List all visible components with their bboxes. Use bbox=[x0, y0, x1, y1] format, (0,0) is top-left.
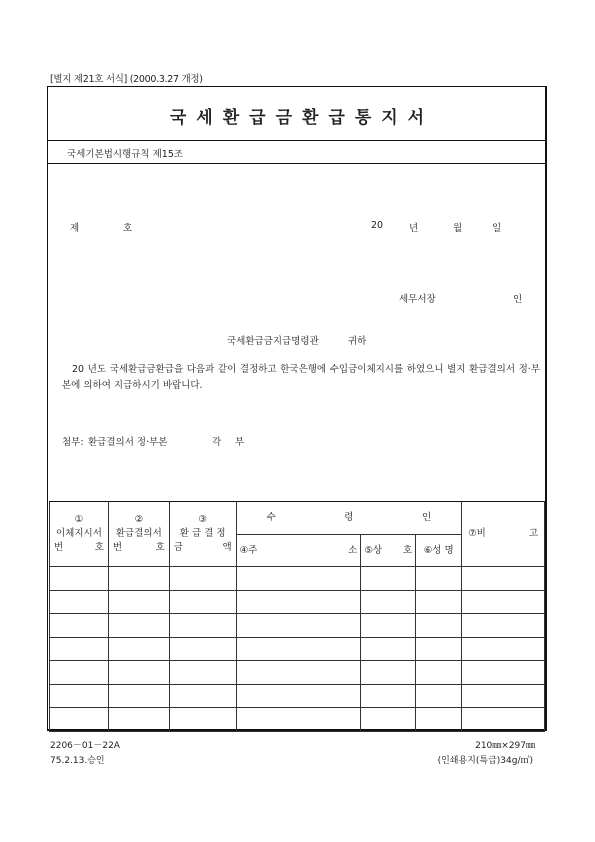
table-body bbox=[50, 567, 545, 732]
col2-line1: 환급결의서 bbox=[115, 528, 162, 539]
table-cell[interactable] bbox=[416, 708, 462, 732]
table-row bbox=[50, 708, 545, 732]
paper-size: 210㎜×297㎜ bbox=[475, 741, 535, 751]
table-cell[interactable] bbox=[169, 708, 236, 732]
table-cell[interactable] bbox=[236, 590, 361, 614]
table-cell[interactable] bbox=[236, 567, 361, 591]
table-cell[interactable] bbox=[236, 661, 361, 685]
col3-line1: 환 급 결 정 bbox=[179, 528, 226, 539]
tax-office-name: 세무서장 bbox=[399, 294, 436, 305]
number-label-je: 제 bbox=[70, 223, 80, 234]
col-address bbox=[236, 535, 361, 567]
col6-label: ⑥성 명 bbox=[423, 544, 454, 556]
table-cell[interactable] bbox=[169, 637, 236, 661]
recipient-honorific: 귀하 bbox=[348, 336, 367, 347]
table-cell[interactable] bbox=[50, 637, 109, 661]
col3-line2b: 액 bbox=[222, 542, 232, 553]
col2-num: ② bbox=[134, 514, 144, 525]
form-header: [별지 제21호 서식] (2000.3.27 개정) bbox=[50, 74, 203, 85]
recipient-group-header bbox=[236, 502, 462, 535]
paper-spec: (인쇄용지(특급)34g/㎡) bbox=[437, 756, 533, 766]
col5-label-b: 호 bbox=[403, 544, 413, 556]
year-label: 년 bbox=[409, 223, 419, 234]
table-cell[interactable] bbox=[50, 684, 109, 708]
table-row bbox=[50, 684, 545, 708]
col1-line2b: 호 bbox=[94, 542, 104, 553]
table-cell[interactable] bbox=[108, 708, 169, 732]
table-cell[interactable] bbox=[108, 637, 169, 661]
table-cell[interactable] bbox=[361, 708, 416, 732]
seal-mark: 인 bbox=[513, 294, 523, 305]
table-cell[interactable] bbox=[108, 567, 169, 591]
table-cell[interactable] bbox=[236, 684, 361, 708]
table-row bbox=[50, 637, 545, 661]
col5-label-a: ⑤상 bbox=[364, 544, 383, 556]
table-cell[interactable] bbox=[50, 661, 109, 685]
table-cell[interactable] bbox=[361, 614, 416, 638]
col-refund-amount bbox=[169, 502, 236, 567]
recipient-group-c3: 인 bbox=[421, 512, 432, 523]
table-cell[interactable] bbox=[416, 614, 462, 638]
col4-label-b: 소 bbox=[348, 544, 358, 556]
table-cell[interactable] bbox=[169, 614, 236, 638]
table-cell[interactable] bbox=[462, 590, 545, 614]
year-prefix: 20 bbox=[371, 220, 384, 231]
number-label-ho: 호 bbox=[123, 223, 133, 234]
col2-line2b: 호 bbox=[155, 542, 165, 553]
col2-line2a: 번 bbox=[112, 542, 123, 553]
refund-table bbox=[49, 501, 545, 732]
table-cell[interactable] bbox=[108, 684, 169, 708]
table-cell[interactable] bbox=[169, 590, 236, 614]
legal-basis-row bbox=[47, 141, 547, 164]
col4-label-a: ④주 bbox=[239, 544, 258, 556]
table-row bbox=[50, 614, 545, 638]
col1-line1: 이체지시서 bbox=[56, 528, 102, 539]
table-row bbox=[50, 661, 545, 685]
table-cell[interactable] bbox=[169, 661, 236, 685]
month-label: 월 bbox=[453, 223, 463, 234]
table-cell[interactable] bbox=[361, 661, 416, 685]
table-cell[interactable] bbox=[462, 708, 545, 732]
col1-line2a: 번 bbox=[54, 542, 64, 553]
table-cell[interactable] bbox=[236, 637, 361, 661]
table-row bbox=[50, 567, 545, 591]
table-cell[interactable] bbox=[108, 590, 169, 614]
col-refund-resolution-number bbox=[108, 502, 169, 567]
attachment-each: 각 bbox=[212, 437, 222, 448]
table-cell[interactable] bbox=[462, 661, 545, 685]
col7-label-b: 고 bbox=[528, 528, 538, 539]
table-cell[interactable] bbox=[361, 684, 416, 708]
attachment-label: 첨부: bbox=[62, 437, 84, 448]
table-row bbox=[50, 590, 545, 614]
col1-num: ① bbox=[74, 514, 84, 525]
attachment-unit: 부 bbox=[235, 437, 245, 448]
table-cell[interactable] bbox=[361, 637, 416, 661]
recipient-group-c2: 령 bbox=[344, 512, 354, 523]
table-cell[interactable] bbox=[361, 590, 416, 614]
table-cell[interactable] bbox=[462, 684, 545, 708]
col-business-name bbox=[361, 535, 416, 567]
col-remarks bbox=[462, 502, 545, 567]
col3-line2a: 금 bbox=[173, 542, 183, 553]
table-cell[interactable] bbox=[416, 684, 462, 708]
form-code: 2206－01－22A bbox=[50, 741, 120, 751]
table-cell[interactable] bbox=[50, 567, 109, 591]
recipient-group-c1: 수 bbox=[266, 512, 276, 523]
table-cell[interactable] bbox=[462, 567, 545, 591]
table-cell[interactable] bbox=[416, 661, 462, 685]
table-cell[interactable] bbox=[50, 614, 109, 638]
table-cell[interactable] bbox=[416, 637, 462, 661]
table-cell[interactable] bbox=[361, 567, 416, 591]
col7-label-a: ⑦비 bbox=[468, 528, 486, 539]
table-cell[interactable] bbox=[416, 590, 462, 614]
table-cell[interactable] bbox=[108, 614, 169, 638]
col-name bbox=[416, 535, 462, 567]
recipient-name: 국세환급금지급명령관 bbox=[227, 336, 319, 347]
table-cell[interactable] bbox=[236, 708, 361, 732]
col3-num: ③ bbox=[198, 514, 207, 525]
table-cell[interactable] bbox=[50, 708, 109, 732]
table-cell[interactable] bbox=[416, 567, 462, 591]
table-cell[interactable] bbox=[169, 684, 236, 708]
legal-basis: 국세기본법시행규칙 제15조 bbox=[67, 149, 184, 160]
table-cell[interactable] bbox=[462, 614, 545, 638]
table-cell[interactable] bbox=[50, 590, 109, 614]
notice-paragraph: 20 년도 국세환급금환급을 다음과 같이 결정하고 한국은행에 수입금이체지시를 하였으니 별지 환급결의서 정·부본에 의하여 지급하시기 바랍니다. bbox=[62, 364, 540, 391]
title-row bbox=[47, 86, 547, 141]
table-cell[interactable] bbox=[236, 614, 361, 638]
col-transfer-order-number bbox=[50, 502, 109, 567]
day-label: 일 bbox=[492, 223, 502, 234]
table-cell[interactable] bbox=[108, 661, 169, 685]
form-title: 국세환급금환급통지서 bbox=[169, 108, 435, 128]
table-cell[interactable] bbox=[169, 567, 236, 591]
table-cell[interactable] bbox=[462, 637, 545, 661]
approval-date: 75.2.13.승인 bbox=[50, 756, 105, 766]
attachment-text: 환급결의서 정·부본 bbox=[88, 437, 168, 448]
